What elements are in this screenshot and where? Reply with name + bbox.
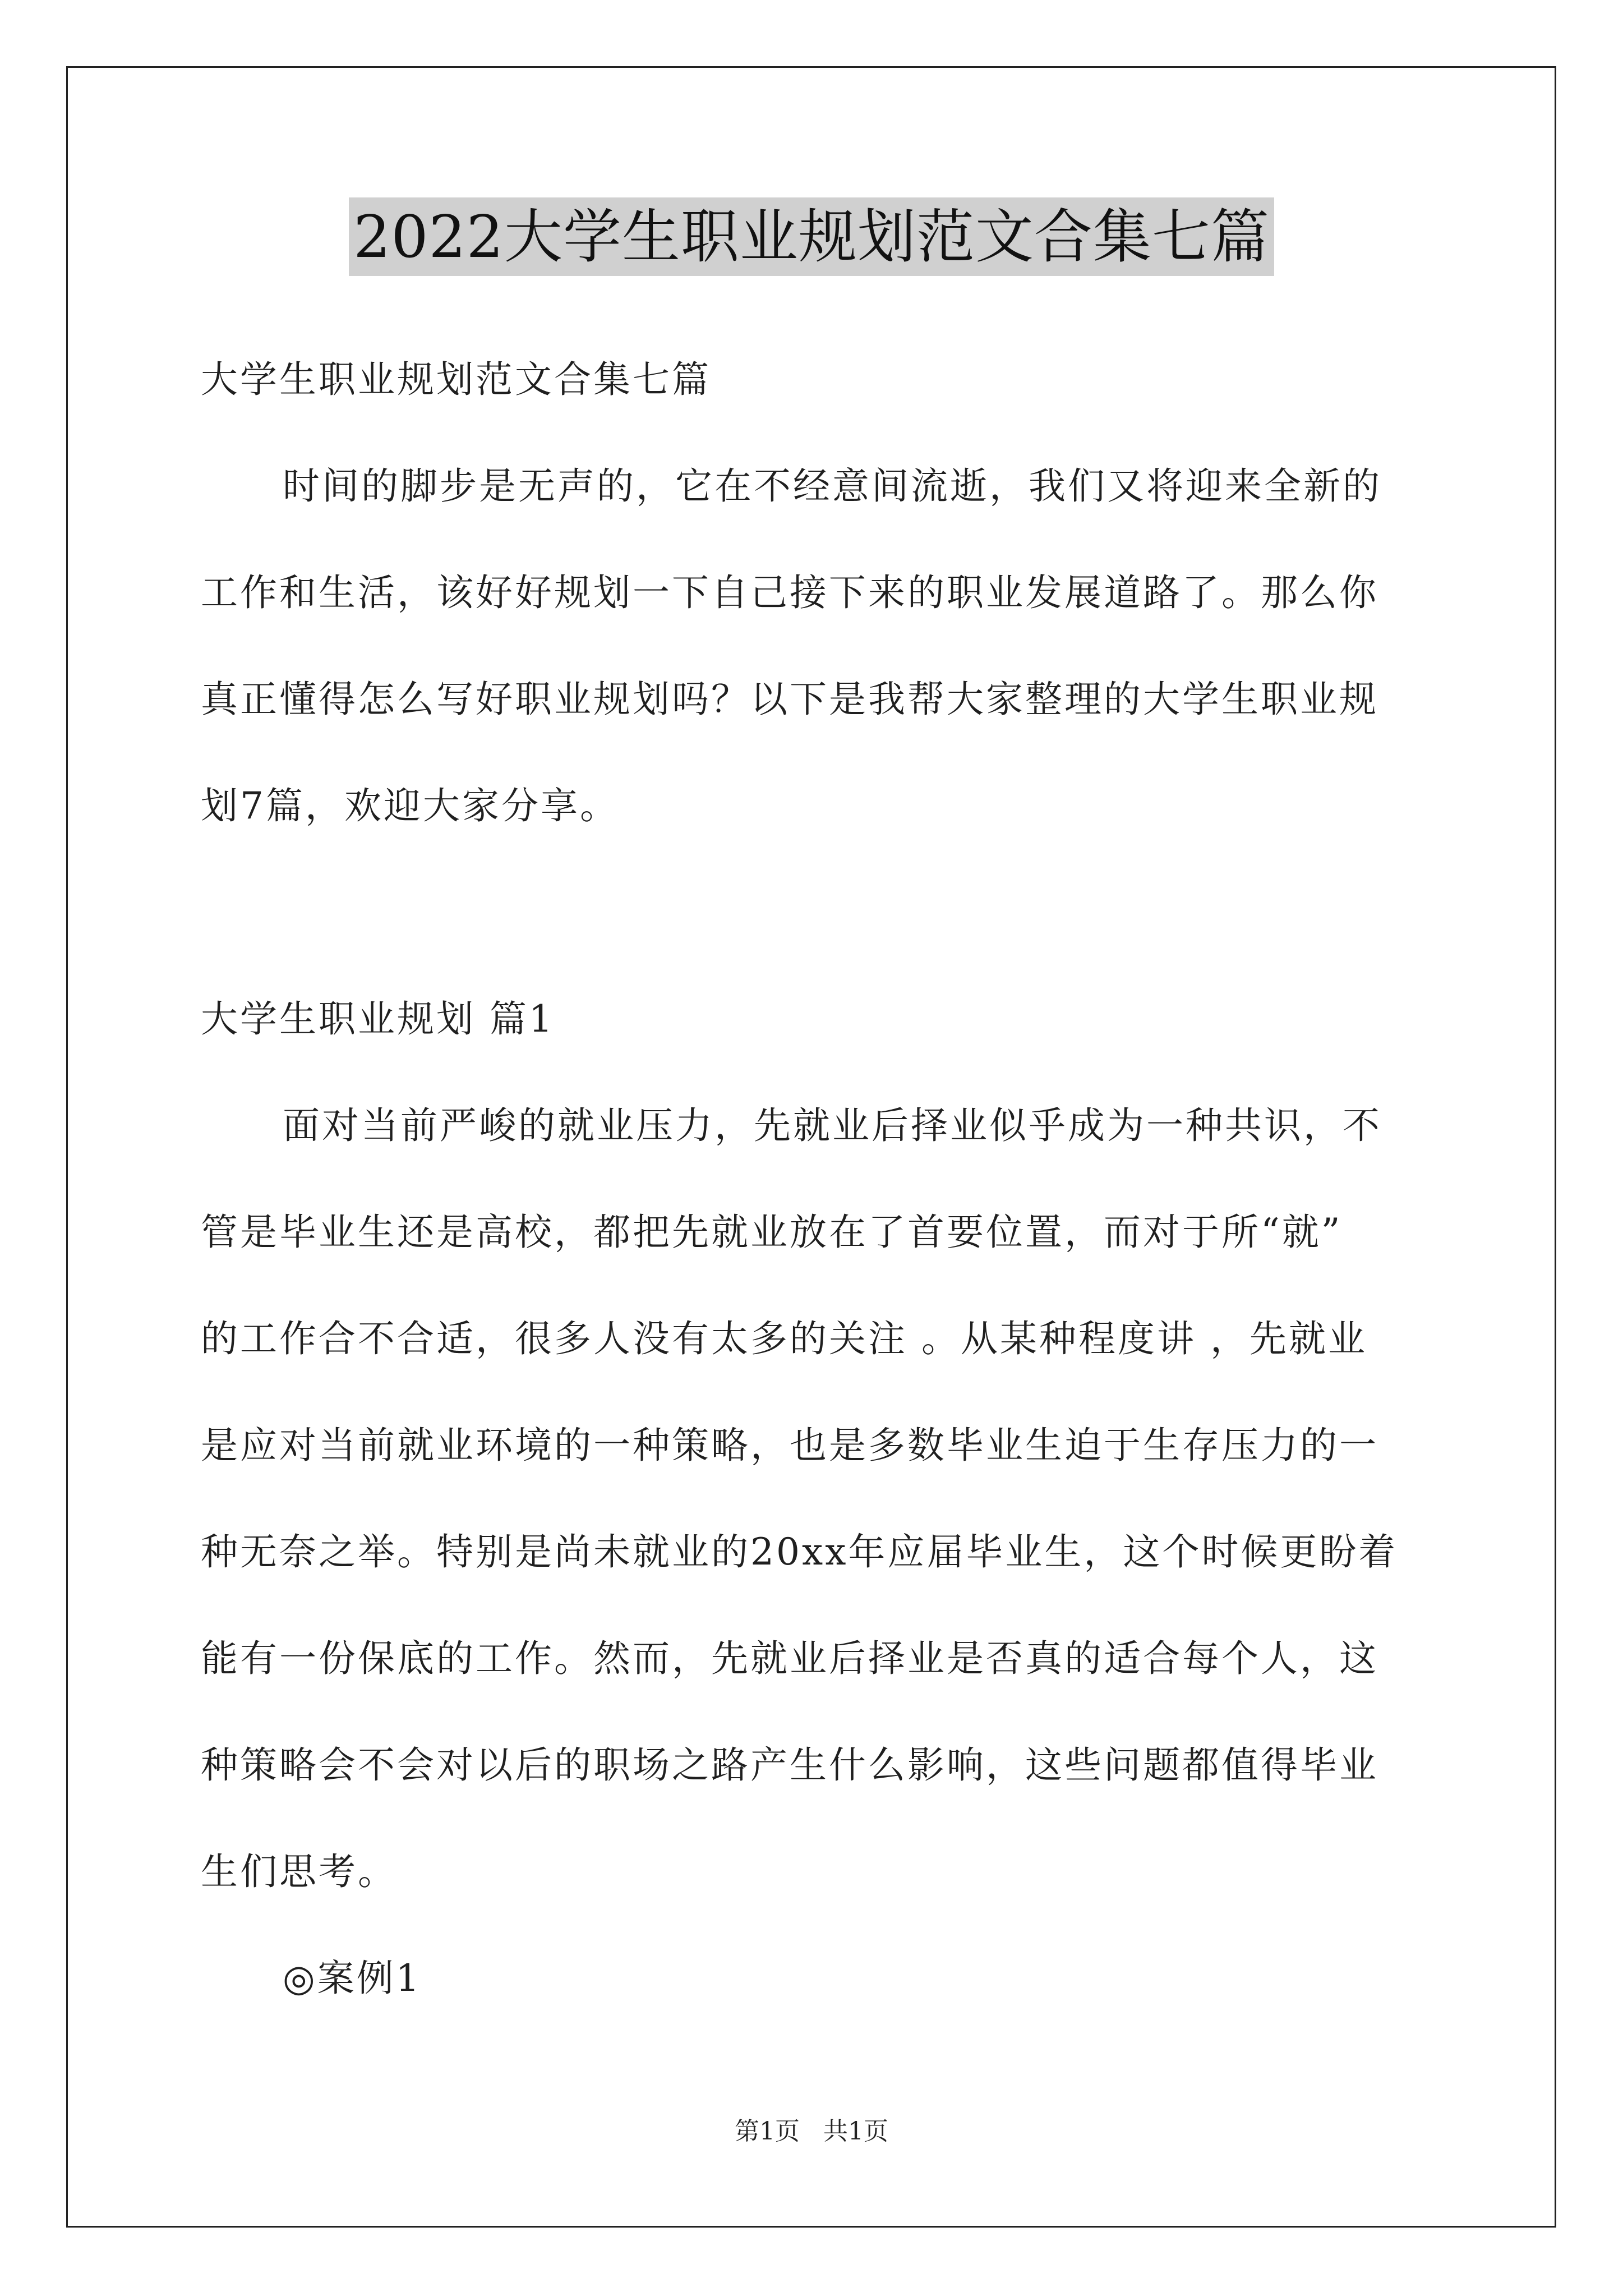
section-heading: 大学生职业规划 篇1 — [201, 997, 555, 1041]
intro-line: 真正懂得怎么写好职业规划吗？以下是我帮大家整理的大学生职业规 — [201, 678, 1378, 721]
intro-line: 划7篇，欢迎大家分享。 — [201, 784, 619, 827]
body-line: 生们思考。 — [201, 1850, 397, 1893]
body-line: 面对当前严峻的就业压力，先就业后择业似乎成为一种共识，不 — [283, 1104, 1382, 1147]
intro-line: 时间的脚步是无声的，它在不经意间流逝，我们又将迎来全新的 — [283, 464, 1382, 508]
body-line: 种策略会不会对以后的职场之路产生什么影响，这些问题都值得毕业 — [201, 1743, 1378, 1787]
body-line: 管是毕业生还是高校，都把先就业放在了首要位置，而对于所“就” — [201, 1211, 1343, 1254]
body-line: 种无奈之举。特别是尚未就业的20xx年应届毕业生，这个时候更盼着 — [201, 1530, 1398, 1573]
case-label: ◎案例1 — [283, 1957, 422, 2000]
body-line: 能有一份保底的工作。然而，先就业后择业是否真的适合每个人，这 — [201, 1637, 1378, 1680]
body-line: 是应对当前就业环境的一种策略，也是多数毕业生迫于生存压力的一 — [201, 1424, 1378, 1467]
page-footer: 第1页 共1页 — [735, 2117, 888, 2146]
intro-line: 工作和生活，该好好规划一下自己接下来的职业发展道路了。那么你 — [201, 571, 1378, 614]
document-subtitle: 大学生职业规划范文合集七篇 — [201, 358, 711, 401]
document-title: 2022大学生职业规划范文合集七篇 — [349, 197, 1274, 276]
title-container — [0, 197, 1623, 276]
body-line: 的工作合不合适，很多人没有太多的关注 。从某种程度讲 ，先就业 — [201, 1317, 1367, 1360]
